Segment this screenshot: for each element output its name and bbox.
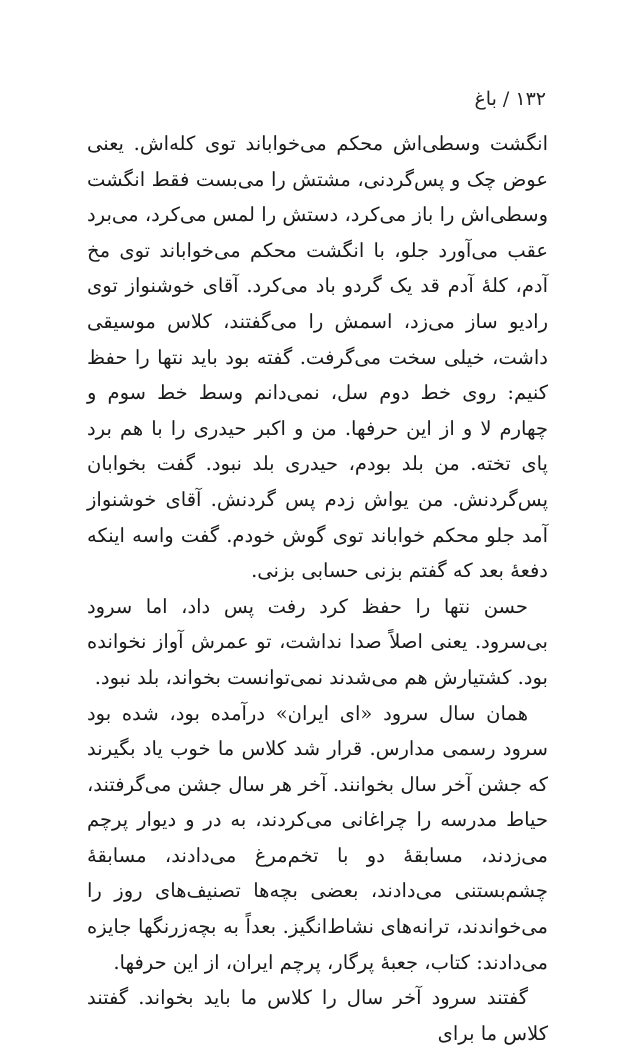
page-body bbox=[87, 126, 548, 1051]
paragraph: حسن نتها را حفظ کرد رفت پس داد، اما سرود بی‌سرود. یعنی اصلاً صدا نداشت، تو عمرش آواز نخوانده بود. کشتیارش هم می‌شدند نمی‌توانست بخواند، بلد نبود. bbox=[87, 594, 548, 689]
paragraph: همان سال سرود «ای ایران» درآمده بود، شده بود سرود رسمی مدارس. قرار شد کلاس ما خوب یاد بگیرند که جشن آخر سال بخوانند. آخر هر سال جشن می‌گرفتند، حیاط مدرسه را چراغانی می‌کردند، به در و دیوار پرچم می‌زدند، مسابقهٔ دو با تخم‌مرغ می‌دادند، مسابقهٔ چشم‌بستنی می‌دادند، بعضی بچه‌ها تصنیف‌های روز را می‌خواندند، ترانه‌های نشاط‌انگیز. بعداً به بچه‌زرنگها جایزه می‌دادند: کتاب، جعبهٔ پرگار، پرچم ایران، از این حرفها. bbox=[87, 701, 548, 974]
paragraph: انگشت وسطی‌اش محکم می‌خواباند توی کله‌اش. یعنی عوض چک و پس‌گردنی، مشتش را می‌بست فقط انگشت وسطی‌اش را باز می‌کرد، دستش را لمس می‌کرد، می‌برد عقب می‌آورد جلو، با انگشت محکم می‌خواباند توی مخ آدم، کلهٔ آدم قد یک گردو باد می‌کرد. آقای خوشنواز توی رادیو ساز می‌زد، اسمش را می‌گفتند، کلاس موسیقی داشت، خیلی سخت می‌گرفت. گفته بود باید نتها را حفظ کنیم: روی خط دوم سل، نمی‌دانم وسط خط سوم و چهارم لا و از این حرفها. من و اکبر حیدری را با هم برد پای تخته. من بلد بودم، حیدری بلد نبود. گفت بخوابان پس‌گردنش. من یواش زدم پس گردنش. آقای خوشنواز آمد جلو محکم خواباند توی گوش خودم. گفت واسه اینکه دفعهٔ بعد که گفتم بزنی حسابی بزنی. bbox=[87, 132, 549, 583]
running-header: ۱۳۲ / باغ bbox=[474, 88, 546, 110]
paragraph: گفتند سرود آخر سال را کلاس ما باید بخواند. گفتند کلاس ما برای bbox=[87, 986, 548, 1045]
